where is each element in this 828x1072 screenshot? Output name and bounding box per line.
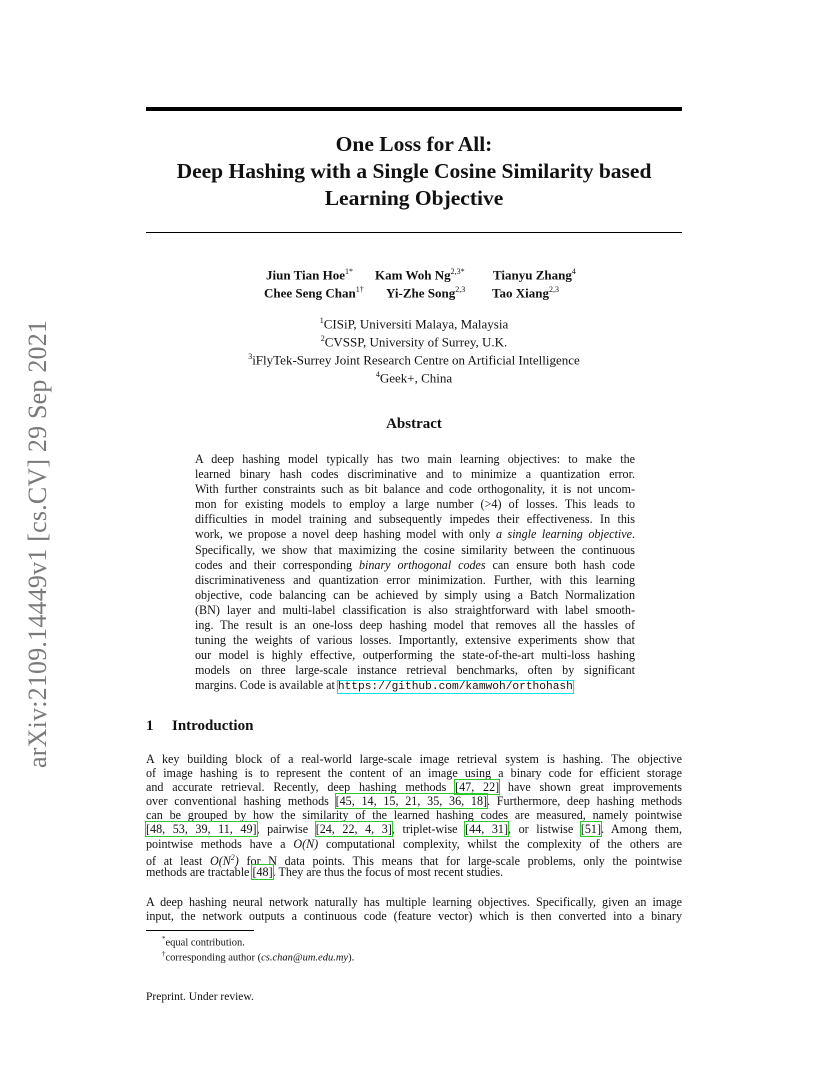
abstract-line: margins. Code is available at https://github.com/kamwoh/orthohash <box>195 678 573 694</box>
abstract-line: discriminativeness and quantization error minimization. Further, with this learning <box>195 572 635 587</box>
abstract-line: ing. The result is an one-loss deep hashing model that removes all the hassles of <box>195 618 635 633</box>
text-line: pointwise methods have a O(N) computational complexity, whilst the complexity of the others are <box>146 836 682 851</box>
abstract-line: work, we propose a novel deep hashing model with only a single learning objective. <box>195 527 635 542</box>
arxiv-identifier: arXiv:2109.14449v1 [cs.CV] 29 Sep 2021 <box>23 319 52 768</box>
code-link[interactable]: https://github.com/kamwoh/orthohash <box>337 681 573 694</box>
affiliation: $^1$CISiP, Universiti Malaya, Malaysia <box>319 316 509 332</box>
text-line: of at least $O(N^2)$ for N data points. This means that for large-scale problems, only the pointwise <box>146 852 682 868</box>
author: Chee Seng Chan$^{1\dagger}$ <box>264 285 364 301</box>
text-line: [48, 53, 39, 11, 49], pairwise [24, 22, 4, 3], triplet-wise [44, 31], or listwise [51]. Among them, <box>146 822 683 837</box>
text-line: A key building block of a real-world large-scale image retrieval system is hashing. The objective <box>146 752 682 766</box>
abstract-line: With further constraints such as bit balance and code orthogonality, it is not uncom- <box>195 482 635 497</box>
abstract-body <box>195 452 635 694</box>
affiliation: $^2$CVSSP, University of Surrey, U.K. <box>320 334 508 350</box>
abstract-line: codes and their corresponding binary orthogonal codes can ensure both hash code <box>195 557 635 572</box>
email-link[interactable]: cs.chan@um.edu.my <box>261 952 349 964</box>
author: Yi-Zhe Song$^{2,3}$ <box>386 285 466 301</box>
citation-link[interactable]: [47, 22] <box>455 780 500 795</box>
intro-paragraph <box>146 752 682 879</box>
author: Tao Xiang$^{2,3}$ <box>492 285 559 301</box>
text-line: input, the network outputs a continuous code (feature vector) which is then converted into a binary <box>146 909 682 924</box>
text-line: over conventional hashing methods [45, 14, 15, 21, 35, 36, 18]. Furthermore, deep hashing methods <box>146 794 682 809</box>
abstract-line: models on three large-scale instance retrieval benchmarks, often by significant <box>195 663 635 678</box>
abstract-line: mon for existing models to employ a large number (>4) of losses. This leads to <box>195 497 635 512</box>
author: Kam Woh $Ng^{2,3*}$ <box>375 267 465 283</box>
footnote-rule <box>146 930 254 931</box>
abstract-heading: Abstract <box>386 416 442 432</box>
title-top-rule <box>146 107 682 111</box>
abstract-line: A deep hashing model typically has two main learning objectives: to make the <box>195 452 635 466</box>
title-line: Learning Objective <box>324 186 504 210</box>
citation-link[interactable]: [45, 14, 15, 21, 35, 36, 18] <box>335 794 488 809</box>
abstract-line: Specifically, we show that maximizing the cosine similarity between the continuous <box>195 542 635 557</box>
intro-paragraph <box>146 895 682 923</box>
text-line: of image hashing is to represent the content of an image using a binary code for efficient storage <box>146 766 682 781</box>
text-line: can be grouped by how the similarity of the learned hashing codes are measured, namely pointwise <box>146 808 682 823</box>
affiliation: $^3$iFlyTek-Surrey Joint Research Centre on Artificial Intelligence <box>248 352 580 368</box>
abstract-line: objective, code balancing can be achieved by simply using a Batch Normalization <box>195 587 635 602</box>
text-line: methods are tractable [48]. They are thus the focus of most recent studies. <box>146 864 504 879</box>
title-bottom-rule <box>146 232 682 233</box>
abstract-line: learned binary hash codes discriminative and to minimize a quantization error. <box>195 467 635 482</box>
citation-link[interactable]: [24, 22, 4, 3] <box>315 822 392 837</box>
footnote: *equal contribution. <box>162 935 245 949</box>
author: Tianyu Zhang$^4$ <box>493 267 576 283</box>
abstract-line: tuning the weights of various losses. Importantly, extensive experiments show that <box>195 633 635 648</box>
text-line: A deep hashing neural network naturally has multiple learning objectives. Specifically, given an image <box>146 895 682 909</box>
abstract-line: difficulties in model training and subsequently impedes their effectiveness. In this <box>195 512 635 527</box>
preprint-note: Preprint. Under review. <box>146 991 254 1003</box>
section-heading: 1 Introduction <box>146 718 254 734</box>
citation-link[interactable]: [51] <box>580 822 601 837</box>
footnote: †corresponding author (cs.chan@um.edu.my). <box>162 950 355 964</box>
abstract-line: our model is highly effective, outperforming the state-of-the-art multi-loss hashing <box>195 648 635 663</box>
title-line: One Loss for All: <box>335 132 493 156</box>
author: Jiun Tian Hoe$^{1*}$ <box>266 267 353 283</box>
math-expression: O(N) <box>293 836 319 851</box>
abstract-line: (BN) layer and multi-label classification is also straightforward with label smooth- <box>195 602 635 617</box>
paper-title <box>146 131 682 212</box>
text-line: and accurate retrieval. Recently, deep hashing methods [47, 22] have shown great improvements <box>146 780 683 795</box>
affiliations <box>146 314 682 386</box>
citation-link[interactable]: [48] <box>252 864 273 879</box>
math-expression: $O(N^2)$ <box>209 852 239 868</box>
citation-link[interactable]: [44, 31] <box>465 822 508 837</box>
title-line: Deep Hashing with a Single Cosine Similarity based <box>176 159 652 183</box>
affiliation: $^4$Geek+, China <box>375 370 453 386</box>
citation-link[interactable]: [48, 53, 39, 11, 49] <box>146 822 257 837</box>
